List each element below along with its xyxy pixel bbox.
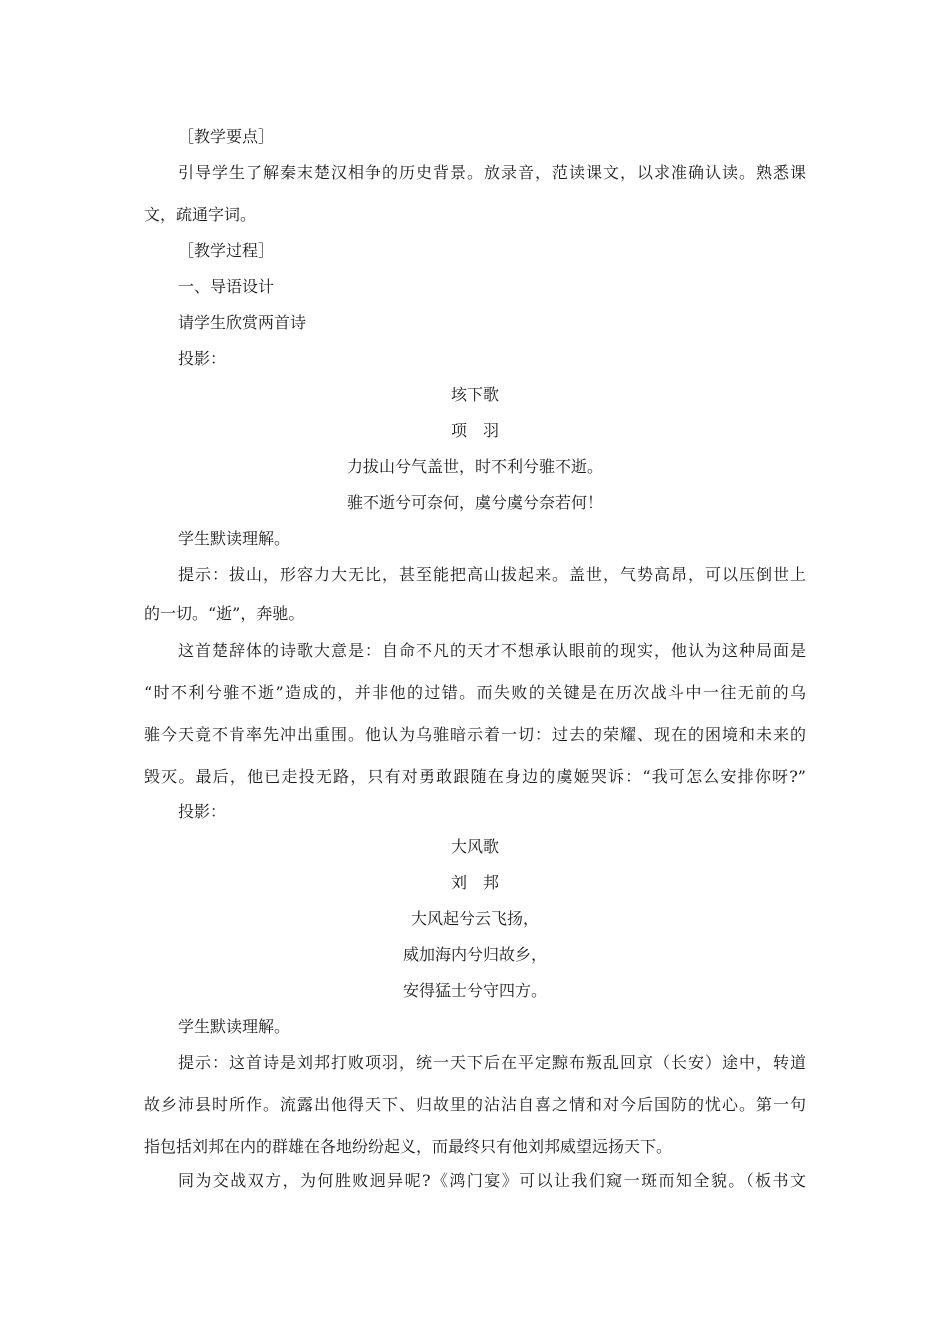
projection-label-1: 投影： bbox=[178, 349, 227, 368]
final-paragraph-line-1: 同为交战双方，为何胜败迥异呢?《鸿门宴》可以让我们窥一斑而知全貌。（板书文 bbox=[178, 1171, 806, 1190]
paragraph-line-3: 骓今天竟不肯率先冲出重围。他认为乌骓暗示着一切：过去的荣耀、现在的困境和未来的 bbox=[144, 725, 806, 744]
points-paragraph-line-1: 引导学生了解秦末楚汉相争的历史背景。放录音，范读课文，以求准确认读。熟悉课 bbox=[178, 163, 806, 182]
instruction-text: 请学生欣赏两首诗 bbox=[178, 313, 307, 332]
poem2-author: 刘 邦 bbox=[450, 873, 499, 892]
hint1-line-2: 的一切。“逝”，奔驰。 bbox=[144, 604, 305, 623]
silent-read-note-2: 学生默读理解。 bbox=[178, 1017, 291, 1036]
poem2-line-2: 威加海内兮归故乡， bbox=[402, 945, 547, 964]
poem1-author: 项 羽 bbox=[450, 421, 499, 440]
hint2-line-2: 故乡沛县时所作。流露出他得天下、归故里的沾沾自喜之情和对今后国防的忧心。第一句 bbox=[144, 1095, 806, 1114]
hint1-line-1: 提示：拔山，形容力大无比，甚至能把高山拔起来。盖世，气势高昂，可以压倒世上 bbox=[178, 565, 806, 584]
heading-teaching-process: ［教学过程］ bbox=[178, 241, 275, 260]
silent-read-note-1: 学生默读理解。 bbox=[178, 529, 291, 548]
poem1-line-1: 力拔山兮气盖世，时不利兮骓不逝。 bbox=[346, 457, 603, 476]
points-paragraph-line-2: 文，疏通字词。 bbox=[144, 205, 257, 224]
heading-teaching-points: ［教学要点］ bbox=[178, 127, 275, 146]
section-heading-intro: 一、导语设计 bbox=[178, 277, 275, 296]
poem1-title: 垓下歌 bbox=[450, 385, 499, 404]
hint2-line-3: 指包括刘邦在内的群雄在各地纷纷起义，而最终只有他刘邦威望远扬天下。 bbox=[144, 1137, 673, 1156]
hint2-line-1: 提示：这首诗是刘邦打败项羽，统一天下后在平定黥布叛乱回京（长安）途中，转道 bbox=[178, 1053, 806, 1072]
projection-label-2: 投影： bbox=[178, 802, 227, 821]
poem2-line-3: 安得猛士兮守四方。 bbox=[402, 981, 547, 1000]
paragraph-line-4: 毁灭。最后，他已走投无路，只有对勇敢跟随在身边的虞姬哭诉：“我可怎么安排你呀?” bbox=[144, 767, 806, 786]
poem1-line-2: 骓不逝兮可奈何，虞兮虞兮奈若何！ bbox=[346, 493, 603, 512]
paragraph-line-2: “时不利兮骓不逝”造成的，并非他的过错。而失败的关键是在历次战斗中一往无前的乌 bbox=[144, 683, 806, 702]
paragraph-line-1: 这首楚辞体的诗歌大意是：自命不凡的天才不想承认眼前的现实，他认为这种局面是 bbox=[178, 641, 806, 660]
poem2-title: 大风歌 bbox=[450, 837, 499, 856]
poem2-line-1: 大风起兮云飞扬， bbox=[410, 909, 539, 928]
